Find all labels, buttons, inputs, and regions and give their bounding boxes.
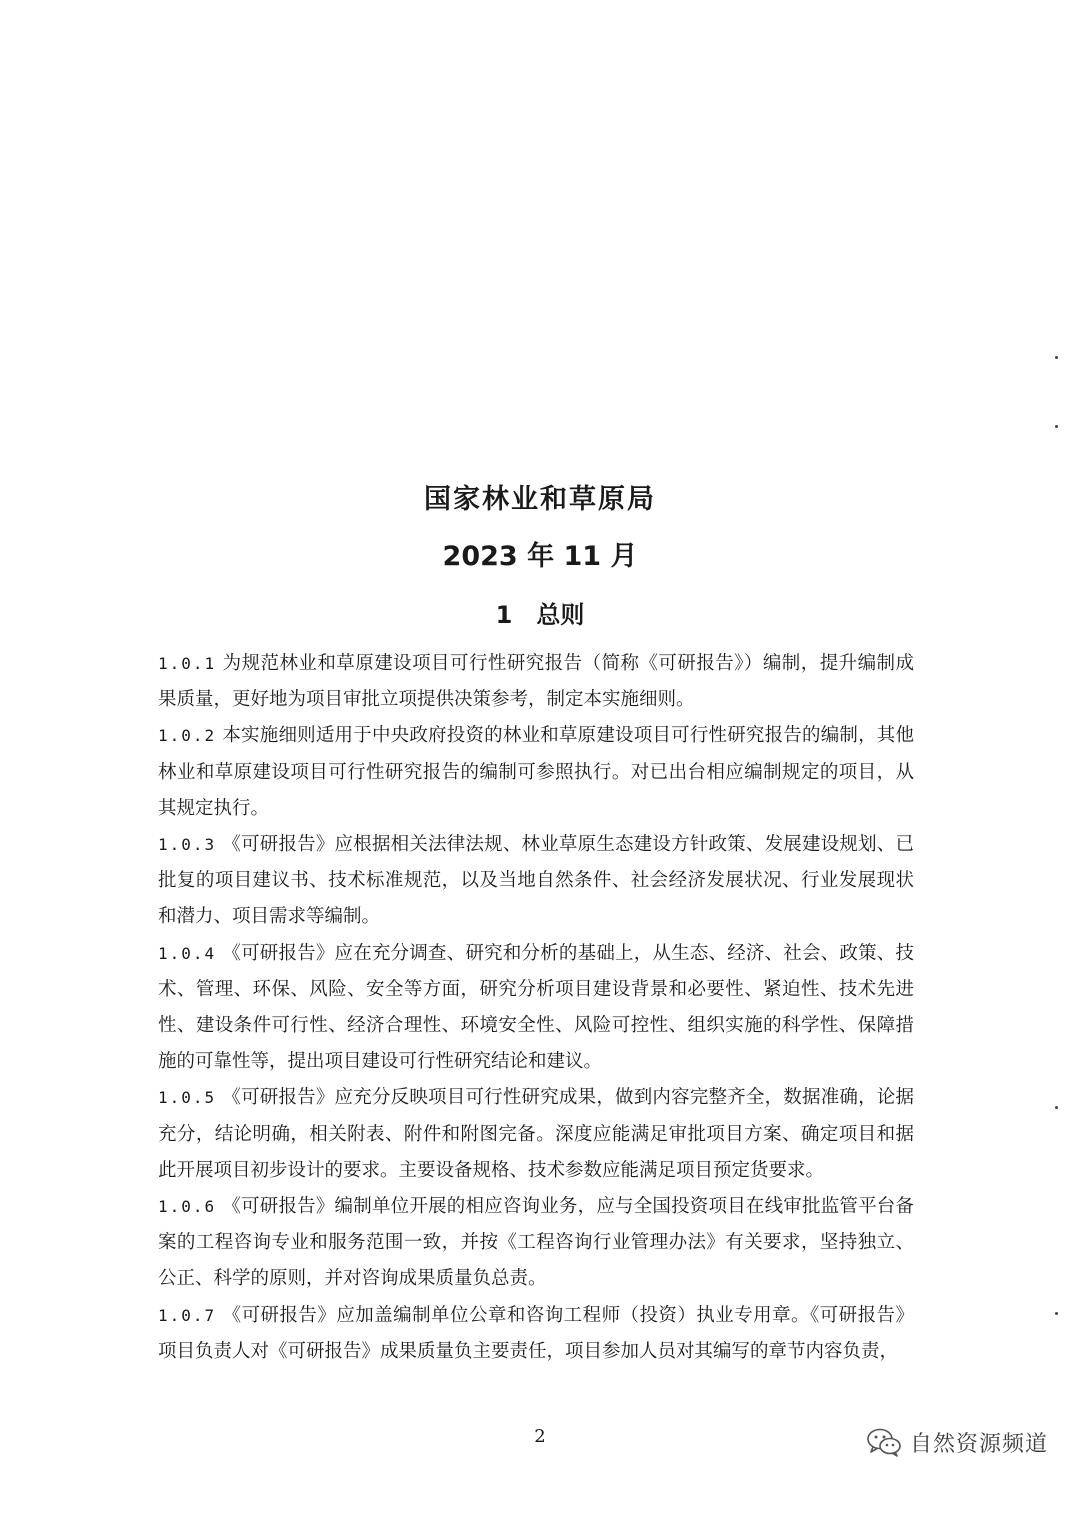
source-watermark [866, 1424, 1048, 1460]
clause-number: 1.0.2 [158, 726, 217, 746]
clause-text: 为规范林业和草原建设项目可行性研究报告（简称《可研报告》）编制，提升编制成果质量，更好地为项目审批立项提供决策参考，制定本实施细则。 [158, 653, 914, 711]
clause-number: 1.0.7 [158, 1305, 217, 1325]
scan-speck [1055, 356, 1058, 359]
chapter-title: 总则 [536, 601, 585, 629]
clause-text: 《可研报告》编制单位开展的相应咨询业务，应与全国投资项目在线审批监管平台备案的工程咨询专业和服务范围一致，并按《工程咨询行业管理办法》有关要求，坚持独立、公正、科学的原则，并对咨询成果质量负总责。 [158, 1196, 914, 1290]
clause-text: 本实施细则适用于中央政府投资的林业和草原建设项目可行性研究报告的编制，其他林业和草原建设项目可行性研究报告的编制可参照执行。对已出台相应编制规定的项目，从其规定执行。 [158, 725, 914, 819]
clause-paragraph [158, 718, 914, 827]
clause-number: 1.0.6 [158, 1197, 217, 1217]
clause-number: 1.0.5 [158, 1088, 217, 1108]
scan-speck [1055, 425, 1058, 428]
scan-speck [1055, 1106, 1058, 1109]
clause-paragraph [158, 646, 914, 718]
clause-paragraph [158, 1080, 914, 1189]
clause-paragraph [158, 1189, 914, 1298]
clause-text: 《可研报告》应充分反映项目可行性研究成果，做到内容完整齐全，数据准确，论据充分，结论明确，相关附表、附件和附图完备。深度应能满足审批项目方案、确定项目和据此开展项目初步设计的要求。主要设备规格、技术参数应能满足项目预定货要求。 [158, 1087, 914, 1181]
clause-text: 《可研报告》应在充分调查、研究和分析的基础上，从生态、经济、社会、政策、技术、管理、环保、风险、安全等方面，研究分析项目建设背景和必要性、紧迫性、技术先进性、建设条件可行性、经济合理性、环境安全性、风险可控性、组织实施的科学性、保障措施的可靠性等，提出项目建设可行性研究结论和建议。 [158, 942, 914, 1073]
clause-paragraph [158, 1298, 914, 1370]
clause-number: 1.0.3 [158, 835, 217, 855]
scan-speck [1055, 1312, 1058, 1315]
issuing-organization: 国家林业和草原局 [424, 484, 656, 515]
issue-date: 2023 年 11 月 [442, 541, 638, 572]
chapter-number: 1 [495, 601, 513, 629]
body-text [158, 646, 914, 1370]
clause-paragraph [158, 827, 914, 936]
clause-paragraph [158, 936, 914, 1081]
clause-number: 1.0.1 [158, 654, 217, 673]
page-number: 2 [534, 1426, 546, 1447]
clause-text: 《可研报告》应根据相关法律法规、林业草原生态建设方针政策、发展建设规划、已批复的项目建议书、技术标准规范，以及当地自然条件、社会经济发展状况、行业发展现状和潜力、项目需求等编制。 [158, 834, 914, 928]
clause-text: 《可研报告》应加盖编制单位公章和咨询工程师（投资）执业专用章。《可研报告》项目负责人对《可研报告》成果质量负主要责任，项目参加人员对其编写的章节内容负责， [158, 1304, 914, 1362]
watermark-text: 自然资源频道 [909, 1431, 1048, 1457]
chapter-heading [0, 595, 1080, 635]
wechat-icon [866, 1427, 902, 1457]
clause-number: 1.0.4 [158, 943, 217, 963]
